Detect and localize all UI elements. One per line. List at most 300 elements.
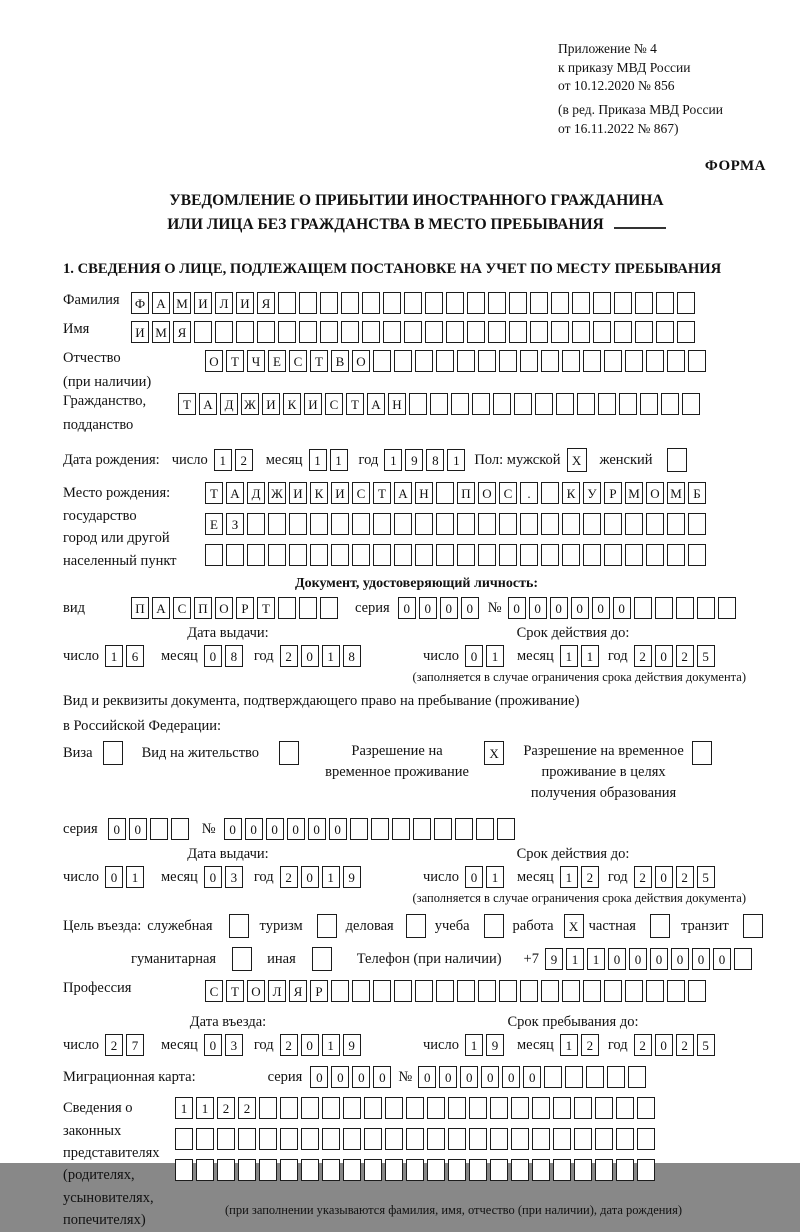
form-cell[interactable]: [637, 1097, 655, 1119]
form-cell[interactable]: [469, 1097, 487, 1119]
form-cell[interactable]: К: [562, 482, 580, 504]
form-cell[interactable]: [196, 1159, 214, 1181]
form-cell[interactable]: [532, 1128, 550, 1150]
form-cell[interactable]: 5: [697, 1034, 715, 1056]
form-cell[interactable]: [677, 292, 695, 314]
form-cell[interactable]: [530, 321, 548, 343]
form-cell[interactable]: [635, 292, 653, 314]
form-cell[interactable]: Ж: [241, 393, 259, 415]
form-cell[interactable]: [562, 544, 580, 566]
form-cell[interactable]: [175, 1128, 193, 1150]
form-cell[interactable]: [640, 393, 658, 415]
form-cell[interactable]: 0: [419, 597, 437, 619]
form-cell[interactable]: Ж: [268, 482, 286, 504]
form-cell[interactable]: [646, 350, 664, 372]
form-cell[interactable]: Д: [220, 393, 238, 415]
form-cell[interactable]: Т: [373, 482, 391, 504]
form-cell[interactable]: [595, 1128, 613, 1150]
form-cell[interactable]: [697, 597, 715, 619]
form-cell[interactable]: 9: [343, 1034, 361, 1056]
purpose-transit-checkbox[interactable]: [743, 914, 766, 938]
form-cell[interactable]: 0: [108, 818, 126, 840]
purpose-official-checkbox[interactable]: [229, 914, 252, 938]
residence-series-input[interactable]: [108, 818, 192, 840]
form-cell[interactable]: Р: [310, 980, 328, 1002]
form-cell[interactable]: [616, 1159, 634, 1181]
form-cell[interactable]: Я: [289, 980, 307, 1002]
form-cell[interactable]: [301, 1159, 319, 1181]
form-cell[interactable]: [467, 321, 485, 343]
form-cell[interactable]: [646, 980, 664, 1002]
form-cell[interactable]: 0: [266, 818, 284, 840]
form-cell[interactable]: 2: [217, 1097, 235, 1119]
form-cell[interactable]: [541, 980, 559, 1002]
form-cell[interactable]: [448, 1128, 466, 1150]
form-cell[interactable]: [625, 513, 643, 535]
form-cell[interactable]: [625, 544, 643, 566]
form-cell[interactable]: 1: [330, 449, 348, 471]
form-cell[interactable]: [490, 1159, 508, 1181]
form-cell[interactable]: [434, 818, 452, 840]
form-cell[interactable]: [688, 350, 706, 372]
form-cell[interactable]: 0: [613, 597, 631, 619]
form-cell[interactable]: 0: [465, 866, 483, 888]
form-cell[interactable]: 0: [655, 866, 673, 888]
form-cell[interactable]: [415, 980, 433, 1002]
form-cell[interactable]: [385, 1128, 403, 1150]
form-cell[interactable]: [667, 350, 685, 372]
birth-day-input[interactable]: [214, 449, 256, 471]
form-cell[interactable]: 0: [523, 1066, 541, 1088]
form-cell[interactable]: [268, 544, 286, 566]
purpose-work-checkbox[interactable]: [564, 914, 587, 938]
form-cell[interactable]: 2: [581, 866, 599, 888]
form-cell[interactable]: [604, 980, 622, 1002]
birth-month-input[interactable]: [309, 449, 351, 471]
form-cell[interactable]: 0: [204, 1034, 222, 1056]
form-cell[interactable]: [520, 350, 538, 372]
form-cell[interactable]: 0: [308, 818, 326, 840]
doc-kind-input[interactable]: [131, 597, 341, 619]
form-cell[interactable]: К: [283, 393, 301, 415]
form-cell[interactable]: [520, 513, 538, 535]
form-cell[interactable]: [595, 1159, 613, 1181]
mc-number-input[interactable]: [418, 1066, 649, 1088]
form-cell[interactable]: [343, 1128, 361, 1150]
valid-day-input[interactable]: [465, 645, 507, 667]
temp-residence-education-checkbox[interactable]: [692, 741, 715, 765]
form-cell[interactable]: [310, 544, 328, 566]
form-cell[interactable]: [331, 980, 349, 1002]
form-cell[interactable]: А: [367, 393, 385, 415]
form-cell[interactable]: [661, 393, 679, 415]
form-cell[interactable]: [436, 350, 454, 372]
form-cell[interactable]: [520, 544, 538, 566]
form-cell[interactable]: В: [331, 350, 349, 372]
form-cell[interactable]: [593, 292, 611, 314]
form-cell[interactable]: 9: [545, 948, 563, 970]
form-cell[interactable]: [278, 292, 296, 314]
valid-year-input[interactable]: [634, 866, 718, 888]
form-cell[interactable]: [574, 1159, 592, 1181]
form-cell[interactable]: Л: [268, 980, 286, 1002]
form-cell[interactable]: [634, 597, 652, 619]
form-cell[interactable]: 0: [329, 818, 347, 840]
issue-month-input[interactable]: [204, 866, 246, 888]
form-cell[interactable]: [394, 350, 412, 372]
form-cell[interactable]: [404, 321, 422, 343]
form-cell[interactable]: [577, 393, 595, 415]
purpose-humanitarian-checkbox[interactable]: [232, 947, 255, 971]
form-cell[interactable]: [541, 513, 559, 535]
form-cell[interactable]: 1: [214, 449, 232, 471]
form-cell[interactable]: Е: [205, 513, 223, 535]
form-cell[interactable]: [259, 1128, 277, 1150]
form-cell[interactable]: [514, 393, 532, 415]
form-cell[interactable]: [478, 544, 496, 566]
form-cell[interactable]: [635, 321, 653, 343]
form-cell[interactable]: 2: [676, 866, 694, 888]
form-cell[interactable]: [236, 321, 254, 343]
form-cell[interactable]: [583, 513, 601, 535]
form-cell[interactable]: [320, 597, 338, 619]
form-cell[interactable]: [436, 482, 454, 504]
form-cell[interactable]: [488, 321, 506, 343]
form-cell[interactable]: М: [173, 292, 191, 314]
form-cell[interactable]: 1: [384, 449, 402, 471]
form-cell[interactable]: [259, 1097, 277, 1119]
form-cell[interactable]: X: [484, 741, 504, 765]
form-cell[interactable]: [478, 513, 496, 535]
form-cell[interactable]: [572, 292, 590, 314]
form-cell[interactable]: [310, 513, 328, 535]
form-cell[interactable]: [392, 818, 410, 840]
form-cell[interactable]: Т: [346, 393, 364, 415]
form-cell[interactable]: 2: [238, 1097, 256, 1119]
form-cell[interactable]: [383, 321, 401, 343]
stay-month-input[interactable]: [560, 1034, 602, 1056]
form-cell[interactable]: 0: [418, 1066, 436, 1088]
form-cell[interactable]: [175, 1159, 193, 1181]
form-cell[interactable]: Т: [205, 482, 223, 504]
form-cell[interactable]: Я: [257, 292, 275, 314]
birth-year-input[interactable]: [384, 449, 468, 471]
phone-input[interactable]: [545, 948, 755, 970]
valid-year-input[interactable]: [634, 645, 718, 667]
form-cell[interactable]: [572, 321, 590, 343]
form-cell[interactable]: 2: [581, 1034, 599, 1056]
form-cell[interactable]: Т: [226, 980, 244, 1002]
form-cell[interactable]: [280, 1097, 298, 1119]
form-cell[interactable]: [352, 980, 370, 1002]
form-cell[interactable]: 9: [486, 1034, 504, 1056]
form-cell[interactable]: 0: [671, 948, 689, 970]
form-cell[interactable]: [406, 1159, 424, 1181]
sex-female-checkbox[interactable]: [667, 448, 690, 472]
form-cell[interactable]: X: [564, 914, 584, 938]
form-cell[interactable]: О: [646, 482, 664, 504]
form-cell[interactable]: [364, 1097, 382, 1119]
form-cell[interactable]: [667, 448, 687, 472]
form-cell[interactable]: Т: [226, 350, 244, 372]
form-cell[interactable]: [457, 544, 475, 566]
form-cell[interactable]: 0: [287, 818, 305, 840]
form-cell[interactable]: [499, 544, 517, 566]
form-cell[interactable]: [289, 544, 307, 566]
form-cell[interactable]: [598, 393, 616, 415]
form-cell[interactable]: 0: [301, 1034, 319, 1056]
form-cell[interactable]: [646, 513, 664, 535]
form-cell[interactable]: [289, 513, 307, 535]
form-cell[interactable]: [551, 292, 569, 314]
form-cell[interactable]: [682, 393, 700, 415]
form-cell[interactable]: [448, 1097, 466, 1119]
form-cell[interactable]: С: [352, 482, 370, 504]
form-cell[interactable]: 3: [225, 866, 243, 888]
form-cell[interactable]: 1: [447, 449, 465, 471]
entry-month-input[interactable]: [204, 1034, 246, 1056]
form-cell[interactable]: 0: [655, 645, 673, 667]
form-cell[interactable]: 0: [692, 948, 710, 970]
form-cell[interactable]: 0: [461, 597, 479, 619]
form-cell[interactable]: Т: [310, 350, 328, 372]
form-cell[interactable]: 5: [697, 866, 715, 888]
form-cell[interactable]: [436, 544, 454, 566]
form-cell[interactable]: О: [478, 482, 496, 504]
form-cell[interactable]: [373, 980, 391, 1002]
form-cell[interactable]: 0: [224, 818, 242, 840]
form-cell[interactable]: 0: [481, 1066, 499, 1088]
form-cell[interactable]: [352, 544, 370, 566]
form-cell[interactable]: [688, 513, 706, 535]
form-cell[interactable]: 0: [713, 948, 731, 970]
form-cell[interactable]: [616, 1097, 634, 1119]
form-cell[interactable]: [436, 513, 454, 535]
form-cell[interactable]: 1: [126, 866, 144, 888]
form-cell[interactable]: [226, 544, 244, 566]
form-cell[interactable]: [544, 1066, 562, 1088]
form-cell[interactable]: [280, 1128, 298, 1150]
form-cell[interactable]: [565, 1066, 583, 1088]
form-cell[interactable]: Т: [178, 393, 196, 415]
form-cell[interactable]: [499, 513, 517, 535]
form-cell[interactable]: Я: [173, 321, 191, 343]
name-input[interactable]: [131, 321, 698, 343]
form-cell[interactable]: С: [289, 350, 307, 372]
form-cell[interactable]: [511, 1159, 529, 1181]
representatives-line-2[interactable]: [175, 1128, 682, 1150]
form-cell[interactable]: [509, 292, 527, 314]
form-cell[interactable]: [455, 818, 473, 840]
form-cell[interactable]: [446, 292, 464, 314]
form-cell[interactable]: 1: [322, 1034, 340, 1056]
form-cell[interactable]: [562, 513, 580, 535]
form-cell[interactable]: [394, 513, 412, 535]
entry-day-input[interactable]: [105, 1034, 147, 1056]
form-cell[interactable]: О: [205, 350, 223, 372]
form-cell[interactable]: С: [173, 597, 191, 619]
form-cell[interactable]: [469, 1159, 487, 1181]
form-cell[interactable]: [469, 1128, 487, 1150]
form-cell[interactable]: [541, 544, 559, 566]
surname-input[interactable]: [131, 292, 698, 314]
form-cell[interactable]: 0: [301, 645, 319, 667]
form-cell[interactable]: [371, 818, 389, 840]
form-cell[interactable]: [457, 980, 475, 1002]
form-cell[interactable]: [553, 1097, 571, 1119]
issue-day-input[interactable]: [105, 645, 147, 667]
form-cell[interactable]: О: [215, 597, 233, 619]
form-cell[interactable]: 1: [566, 948, 584, 970]
form-cell[interactable]: 7: [126, 1034, 144, 1056]
form-cell[interactable]: [562, 350, 580, 372]
form-cell[interactable]: [394, 980, 412, 1002]
form-cell[interactable]: [350, 818, 368, 840]
form-cell[interactable]: 2: [235, 449, 253, 471]
form-cell[interactable]: [257, 321, 275, 343]
form-cell[interactable]: [404, 292, 422, 314]
form-cell[interactable]: [667, 544, 685, 566]
form-cell[interactable]: 0: [465, 645, 483, 667]
form-cell[interactable]: [232, 947, 252, 971]
form-cell[interactable]: [532, 1097, 550, 1119]
form-cell[interactable]: [406, 1097, 424, 1119]
purpose-private-checkbox[interactable]: [650, 914, 673, 938]
form-cell[interactable]: [650, 914, 670, 938]
form-cell[interactable]: [406, 914, 426, 938]
form-cell[interactable]: [331, 544, 349, 566]
form-cell[interactable]: 0: [608, 948, 626, 970]
form-cell[interactable]: 1: [309, 449, 327, 471]
form-cell[interactable]: [457, 350, 475, 372]
form-cell[interactable]: 0: [655, 1034, 673, 1056]
form-cell[interactable]: С: [205, 980, 223, 1002]
form-cell[interactable]: И: [331, 482, 349, 504]
form-cell[interactable]: А: [152, 597, 170, 619]
form-cell[interactable]: [676, 597, 694, 619]
form-cell[interactable]: [604, 350, 622, 372]
form-cell[interactable]: [352, 513, 370, 535]
form-cell[interactable]: Ф: [131, 292, 149, 314]
form-cell[interactable]: [476, 818, 494, 840]
form-cell[interactable]: [614, 321, 632, 343]
form-cell[interactable]: [373, 544, 391, 566]
form-cell[interactable]: [299, 321, 317, 343]
form-cell[interactable]: [279, 741, 299, 765]
form-cell[interactable]: 0: [571, 597, 589, 619]
valid-month-input[interactable]: [560, 645, 602, 667]
profession-input[interactable]: [205, 980, 709, 1002]
form-cell[interactable]: 0: [352, 1066, 370, 1088]
form-cell[interactable]: [541, 350, 559, 372]
form-cell[interactable]: 2: [280, 1034, 298, 1056]
form-cell[interactable]: [343, 1097, 361, 1119]
form-cell[interactable]: [385, 1097, 403, 1119]
form-cell[interactable]: [718, 597, 736, 619]
form-cell[interactable]: [743, 914, 763, 938]
form-cell[interactable]: М: [625, 482, 643, 504]
form-cell[interactable]: [586, 1066, 604, 1088]
form-cell[interactable]: 0: [592, 597, 610, 619]
form-cell[interactable]: 8: [426, 449, 444, 471]
form-cell[interactable]: 1: [560, 645, 578, 667]
form-cell[interactable]: [364, 1159, 382, 1181]
form-cell[interactable]: 8: [225, 645, 243, 667]
form-cell[interactable]: [655, 597, 673, 619]
form-cell[interactable]: [150, 818, 168, 840]
form-cell[interactable]: [478, 980, 496, 1002]
form-cell[interactable]: Р: [604, 482, 622, 504]
form-cell[interactable]: [616, 1128, 634, 1150]
form-cell[interactable]: [637, 1159, 655, 1181]
form-cell[interactable]: [436, 980, 454, 1002]
form-cell[interactable]: [490, 1128, 508, 1150]
form-cell[interactable]: 2: [280, 866, 298, 888]
form-cell[interactable]: [409, 393, 427, 415]
form-cell[interactable]: [278, 597, 296, 619]
form-cell[interactable]: [362, 321, 380, 343]
form-cell[interactable]: У: [583, 482, 601, 504]
birth-place-line-3[interactable]: [205, 544, 709, 566]
form-cell[interactable]: [553, 1159, 571, 1181]
form-cell[interactable]: X: [567, 448, 587, 472]
form-cell[interactable]: [667, 513, 685, 535]
form-cell[interactable]: 3: [225, 1034, 243, 1056]
form-cell[interactable]: 0: [650, 948, 668, 970]
issue-year-input[interactable]: [280, 645, 364, 667]
form-cell[interactable]: [499, 350, 517, 372]
form-cell[interactable]: [427, 1097, 445, 1119]
form-cell[interactable]: [493, 393, 511, 415]
form-cell[interactable]: [574, 1128, 592, 1150]
form-cell[interactable]: [415, 544, 433, 566]
issue-month-input[interactable]: [204, 645, 246, 667]
form-cell[interactable]: [171, 818, 189, 840]
form-cell[interactable]: А: [226, 482, 244, 504]
form-cell[interactable]: 0: [460, 1066, 478, 1088]
mc-series-input[interactable]: [310, 1066, 394, 1088]
form-cell[interactable]: [196, 1128, 214, 1150]
form-cell[interactable]: [604, 513, 622, 535]
form-cell[interactable]: .: [520, 482, 538, 504]
form-cell[interactable]: О: [247, 980, 265, 1002]
form-cell[interactable]: 2: [676, 1034, 694, 1056]
form-cell[interactable]: [299, 292, 317, 314]
form-cell[interactable]: 2: [634, 866, 652, 888]
form-cell[interactable]: Е: [268, 350, 286, 372]
purpose-tourism-checkbox[interactable]: [317, 914, 340, 938]
birth-place-line-2[interactable]: [205, 513, 709, 535]
form-cell[interactable]: [520, 980, 538, 1002]
form-cell[interactable]: К: [310, 482, 328, 504]
form-cell[interactable]: [299, 597, 317, 619]
form-cell[interactable]: [637, 1128, 655, 1150]
form-cell[interactable]: [427, 1128, 445, 1150]
form-cell[interactable]: Р: [236, 597, 254, 619]
form-cell[interactable]: [595, 1097, 613, 1119]
form-cell[interactable]: С: [499, 482, 517, 504]
form-cell[interactable]: [280, 1159, 298, 1181]
form-cell[interactable]: 9: [343, 866, 361, 888]
form-cell[interactable]: [320, 321, 338, 343]
form-cell[interactable]: [362, 292, 380, 314]
form-cell[interactable]: [322, 1159, 340, 1181]
form-cell[interactable]: [194, 321, 212, 343]
form-cell[interactable]: [425, 292, 443, 314]
form-cell[interactable]: И: [289, 482, 307, 504]
form-cell[interactable]: [331, 513, 349, 535]
citizenship-input[interactable]: [178, 393, 703, 415]
